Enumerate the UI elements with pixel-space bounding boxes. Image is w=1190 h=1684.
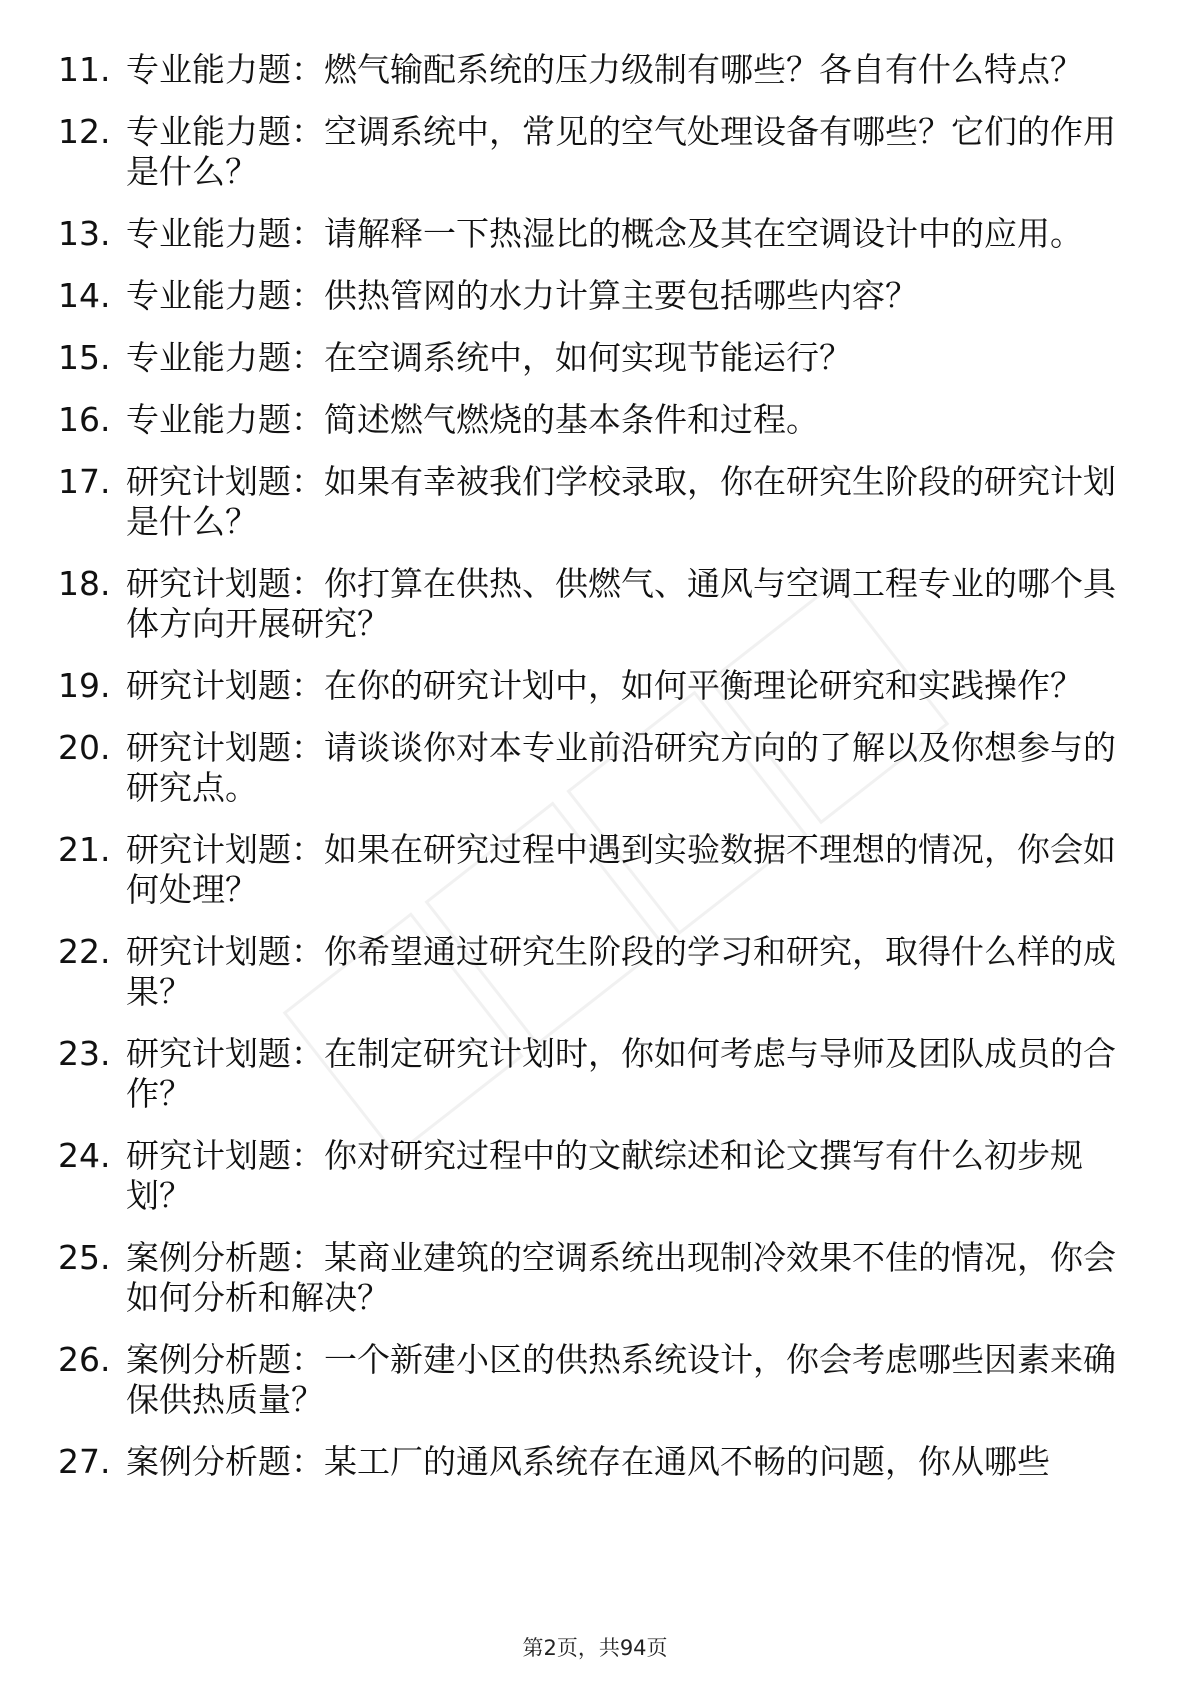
question-text: 研究计划题：在制定研究计划时，你如何考虑与导师及团队成员的合作？	[126, 1034, 1116, 1113]
question-number: 17.	[58, 462, 111, 501]
question-number: 18.	[58, 564, 111, 603]
question-list	[58, 50, 1118, 1504]
question-number: 26.	[58, 1340, 111, 1379]
question-number: 14.	[58, 276, 111, 315]
question-text: 专业能力题：简述燃气燃烧的基本条件和过程。	[126, 400, 819, 439]
question-text: 专业能力题：燃气输配系统的压力级制有哪些？各自有什么特点？	[126, 50, 1083, 89]
question-text: 研究计划题：如果在研究过程中遇到实验数据不理想的情况，你会如何处理？	[126, 830, 1116, 909]
question-item-15	[58, 338, 1118, 378]
question-text: 专业能力题：在空调系统中，如何实现节能运行？	[126, 338, 852, 377]
question-text: 案例分析题：一个新建小区的供热系统设计，你会考虑哪些因素来确保供热质量？	[126, 1340, 1116, 1419]
question-item-12	[58, 112, 1118, 192]
question-item-14	[58, 276, 1118, 316]
question-number: 16.	[58, 400, 111, 439]
question-number: 22.	[58, 932, 111, 971]
question-text: 研究计划题：你希望通过研究生阶段的学习和研究，取得什么样的成果？	[126, 932, 1116, 1011]
question-item-22	[58, 932, 1118, 1012]
question-number: 12.	[58, 112, 111, 151]
question-item-13	[58, 214, 1118, 254]
question-number: 27.	[58, 1442, 111, 1481]
question-text: 研究计划题：请谈谈你对本专业前沿研究方向的了解以及你想参与的研究点。	[126, 728, 1116, 807]
question-number: 21.	[58, 830, 111, 869]
question-number: 13.	[58, 214, 111, 253]
question-number: 25.	[58, 1238, 111, 1277]
question-number: 15.	[58, 338, 111, 377]
question-number: 20.	[58, 728, 111, 767]
question-item-16	[58, 400, 1118, 440]
question-number: 24.	[58, 1136, 111, 1175]
question-text: 研究计划题：你打算在供热、供燃气、通风与空调工程专业的哪个具体方向开展研究？	[126, 564, 1116, 643]
question-number: 23.	[58, 1034, 111, 1073]
question-number: 19.	[58, 666, 111, 705]
question-item-19	[58, 666, 1118, 706]
question-text: 研究计划题：在你的研究计划中，如何平衡理论研究和实践操作？	[126, 666, 1083, 705]
question-item-25	[58, 1238, 1118, 1318]
question-text: 案例分析题：某工厂的通风系统存在通风不畅的问题，你从哪些	[126, 1442, 1050, 1481]
question-number: 11.	[58, 50, 111, 89]
question-text: 研究计划题：如果有幸被我们学校录取，你在研究生阶段的研究计划是什么？	[126, 462, 1116, 541]
question-item-11	[58, 50, 1118, 90]
page-number-footer: 第2页，共94页	[522, 1636, 668, 1660]
question-item-18	[58, 564, 1118, 644]
question-text: 专业能力题：空调系统中，常见的空气处理设备有哪些？它们的作用是什么？	[126, 112, 1116, 191]
question-text: 案例分析题：某商业建筑的空调系统出现制冷效果不佳的情况，你会如何分析和解决？	[126, 1238, 1116, 1317]
question-item-23	[58, 1034, 1118, 1114]
question-item-26	[58, 1340, 1118, 1420]
question-item-21	[58, 830, 1118, 910]
question-text: 研究计划题：你对研究过程中的文献综述和论文撰写有什么初步规划？	[126, 1136, 1083, 1215]
question-item-17	[58, 462, 1118, 542]
question-text: 专业能力题：请解释一下热湿比的概念及其在空调设计中的应用。	[126, 214, 1083, 253]
question-text: 专业能力题：供热管网的水力计算主要包括哪些内容？	[126, 276, 918, 315]
question-item-24	[58, 1136, 1118, 1216]
question-item-27	[58, 1442, 1118, 1482]
question-item-20	[58, 728, 1118, 808]
